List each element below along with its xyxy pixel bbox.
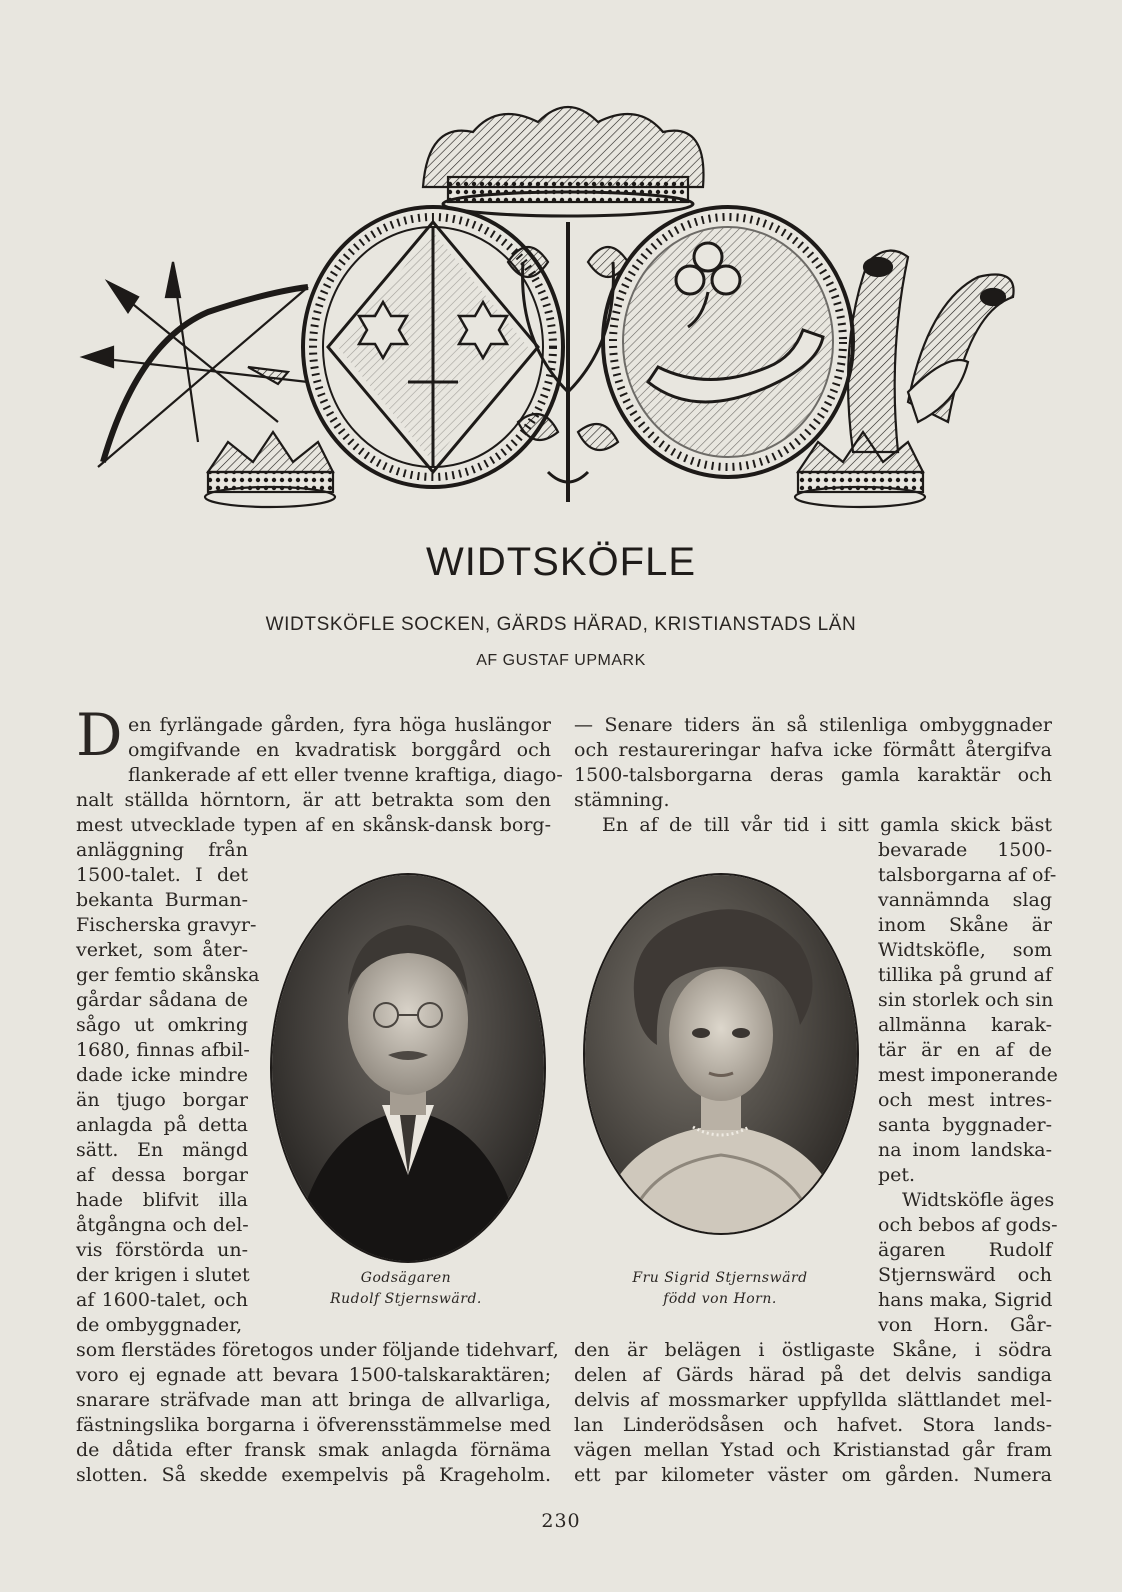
caption-right-line1: Fru Sigrid Stjernswärd <box>632 1270 808 1286</box>
left-line: fästningslika borgarna i öfverensstämmelse med <box>76 1414 551 1436</box>
right-line: talsborgarna af of- <box>878 864 1057 886</box>
right-line: — Senare tiders än så stilenliga ombyggnader <box>574 714 1052 736</box>
right-line: lan Linderödsåsen och hafvet. Stora lands- <box>574 1414 1052 1436</box>
right-line: stämning. <box>574 789 670 811</box>
drop-cap: D <box>76 701 123 769</box>
left-line: nalt ställda hörntorn, är att betrakta som den <box>76 789 551 811</box>
left-line: voro ej egnade att bevara 1500-talskaraktären; <box>76 1364 551 1386</box>
right-line: Stjernswärd och <box>878 1264 1052 1286</box>
left-line: 1500-talet. I det <box>76 864 248 886</box>
left-line: slotten. Så skedde exempelvis på Krageholm. <box>76 1464 551 1486</box>
right-line: tillika på grund af <box>878 964 1052 986</box>
central-crown <box>423 107 704 216</box>
right-line: och bebos af gods- <box>878 1214 1058 1236</box>
plumes-and-horn <box>848 251 1014 452</box>
right-line: mest imponerande <box>878 1064 1058 1086</box>
left-line: omgifvande en kvadratisk borggård och <box>128 739 551 761</box>
left-line: sätt. En mängd <box>76 1139 248 1161</box>
article-title: WIDTSKÖFLE <box>425 540 697 584</box>
left-line: snarare sträfvade man att bringa de allvarliga, <box>76 1389 551 1411</box>
caption-left-line1: Godsägaren <box>360 1270 452 1286</box>
left-line: dade icke mindre <box>76 1064 248 1086</box>
left-line: anlagda på detta <box>76 1114 248 1136</box>
left-line: som flerstädes företogos under följande tidehvarf, <box>76 1339 559 1361</box>
left-line: mest utvecklade typen af en skånsk-dansk borg- <box>76 814 551 836</box>
right-line: ett par kilometer väster om gården. Numera <box>574 1464 1052 1486</box>
right-line: tär är en af de <box>878 1039 1052 1061</box>
right-line: Widtsköfle äges <box>902 1189 1055 1211</box>
right-line: pet. <box>878 1164 916 1186</box>
right-line: vägen mellan Ystad och Kristianstad går fram <box>574 1439 1052 1461</box>
caption-left <box>300 1268 512 1310</box>
page-number: 230 <box>541 1510 581 1532</box>
right-line: santa byggnader- <box>878 1114 1052 1136</box>
left-line: flankerade af ett eller tvenne kraftiga, diago- <box>128 764 563 786</box>
left-line: hade blifvit illa <box>76 1189 248 1211</box>
left-line: en fyrlängade gården, fyra höga huslängor <box>128 714 551 736</box>
caption-right <box>610 1268 830 1310</box>
right-line: allmänna karak- <box>878 1014 1052 1036</box>
right-line: ägaren Rudolf <box>878 1239 1052 1261</box>
caption-right-line2: född von Horn. <box>663 1291 777 1307</box>
article-byline: AF GUSTAF UPMARK <box>476 652 646 669</box>
left-line: ger femtio skånska <box>76 964 260 986</box>
left-crown <box>205 432 335 507</box>
right-line: delvis af mossmarker uppfyllda slättlandet mel- <box>574 1389 1052 1411</box>
right-line: och mest intres- <box>878 1089 1052 1111</box>
article-subtitle: WIDTSKÖFLE SOCKEN, GÄRDS HÄRAD, KRISTIANSTADS LÄN <box>265 614 857 635</box>
left-line: verket, som åter- <box>76 939 248 961</box>
left-line: af 1600-talet, och <box>76 1289 248 1311</box>
right-line: delen af Gärds härad på det delvis sandiga <box>574 1364 1052 1386</box>
right-line: vannämnda slag <box>878 889 1052 911</box>
portrait-rudolf-stjernsward <box>270 873 546 1263</box>
left-line: der krigen i slutet <box>76 1264 250 1286</box>
right-line: von Horn. Går- <box>878 1314 1052 1336</box>
left-line: de dåtida efter fransk smak anlagda förnäma <box>76 1439 551 1461</box>
left-line: af dessa borgar <box>76 1164 248 1186</box>
right-line: En af de till vår tid i sitt gamla skick bäst <box>602 814 1052 836</box>
right-line: sin storlek och sin <box>878 989 1054 1011</box>
left-line: 1680, finnas afbil- <box>76 1039 250 1061</box>
right-line: na inom landska- <box>878 1139 1052 1161</box>
left-line: än tjugo borgar <box>76 1089 248 1111</box>
right-crown <box>795 432 925 507</box>
left-line: Fischerska gravyr- <box>76 914 257 936</box>
left-line: bekanta Burman- <box>76 889 248 911</box>
caption-left-line2: Rudolf Stjernswärd. <box>330 1291 482 1307</box>
left-line: de ombyggnader, <box>76 1314 243 1336</box>
left-line: åtgångna och del- <box>76 1214 249 1236</box>
portrait-sigrid-stjernsward <box>583 873 859 1235</box>
right-line: den är belägen i östligaste Skåne, i södra <box>574 1339 1052 1361</box>
right-line: inom Skåne är <box>878 914 1052 936</box>
right-line: bevarade 1500- <box>878 839 1052 861</box>
right-line: och restaureringar hafva icke förmått återgifva <box>574 739 1052 761</box>
right-line: Widtsköfle, som <box>878 939 1052 961</box>
left-line: sågo ut omkring <box>76 1014 248 1036</box>
left-line: vis förstörda un- <box>76 1239 248 1261</box>
right-line: hans maka, Sigrid <box>878 1289 1053 1311</box>
left-line: anläggning från <box>76 839 248 861</box>
right-line: 1500-talsborgarna deras gamla karaktär och <box>574 764 1052 786</box>
left-line: gårdar sådana de <box>76 989 248 1011</box>
right-oval-shield <box>603 207 853 477</box>
coat-of-arms-emblem <box>78 92 1048 522</box>
